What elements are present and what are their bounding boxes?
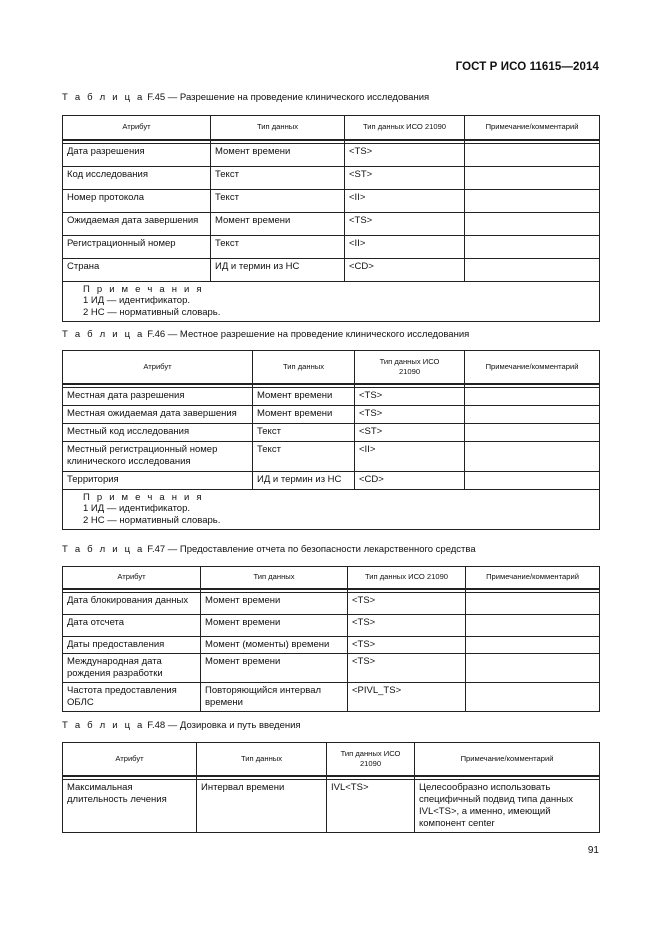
table-row: Местная дата разрешения Момент времени <TS> [63,387,600,405]
note-item: 2 НС — нормативный словарь. [83,306,221,318]
document-header: ГОСТ Р ИСО 11615—2014 [455,61,599,73]
column-header: Тип данных [197,743,327,776]
column-header: Примечание/комментарий [415,743,600,776]
notes-title: П р и м е ч а н и я [83,491,204,503]
table-caption: Т а б л и ц а F.46 — Местное разрешение на проведение клинического исследования [62,329,470,340]
column-header: Примечание/комментарий [465,351,600,384]
column-header: Тип данных [201,567,348,589]
table-row: Дата разрешения Момент времени <TS> [63,143,600,166]
table-notes [63,281,600,322]
table-header-row [63,116,600,140]
table-f46 [62,350,600,530]
column-header: Атрибут [63,567,201,589]
column-header: Атрибут [63,351,253,384]
table-row: Дата блокирования данных Момент времени <TS> [63,592,600,614]
table-row: Территория ИД и термин из НС <CD> [63,471,600,489]
table-header-row [63,743,600,776]
column-header: Примечание/комментарий [466,567,600,589]
table-row: Местная ожидаемая дата завершения Момент времени <TS> [63,405,600,423]
table-notes [63,489,600,530]
note-item: 2 НС — нормативный словарь. [83,514,221,526]
notes-title: П р и м е ч а н и я [83,283,204,295]
column-header: Тип данных ИСО 21090 [327,743,415,776]
table-row: Страна ИД и термин из НС <CD> [63,258,600,281]
table-row: Код исследования Текст <ST> [63,166,600,189]
column-header: Тип данных ИСО 21090 [355,351,465,384]
table-row: Даты предоставления Момент (моменты) времени <TS> [63,636,600,653]
column-header: Атрибут [63,116,211,140]
table-caption: Т а б л и ц а F.47 — Предоставление отчета по безопасности лекарственного средства [62,544,476,555]
note-item: 1 ИД — идентификатор. [83,295,191,306]
table-row: Максимальная длительность лечения Интервал времени IVL<TS> Целесообразно использовать специфичный подвид типа данных IVL<TS>, а именно, имеющий компонент center [63,779,600,832]
table-header-row [63,567,600,589]
table-row: Ожидаемая дата завершения Момент времени <TS> [63,212,600,235]
table-row: Местный код исследования Текст <ST> [63,423,600,441]
table-header-row [63,351,600,384]
table-caption: Т а б л и ц а F.45 — Разрешение на проведение клинического исследования [62,92,430,103]
column-header: Тип данных [211,116,345,140]
table-f45 [62,115,600,322]
table-f48 [62,742,600,833]
table-row: Номер протокола Текст <II> [63,189,600,212]
table-row: Местный регистрационный номер клинического исследования Текст <II> [63,441,600,471]
page-number: 91 [587,845,599,856]
column-header: Примечание/комментарий [465,116,600,140]
table-caption: Т а б л и ц а F.48 — Дозировка и путь введения [62,720,301,731]
column-header: Тип данных ИСО 21090 [348,567,466,589]
table-f47 [62,566,600,712]
column-header: Тип данных ИСО 21090 [345,116,465,140]
table-row: Частота предоставления ОБЛС Повторяющийся интервал времени <PIVL_TS> [63,682,600,711]
table-notes-row [63,489,600,530]
note-item: 1 ИД — идентификатор. [83,503,191,514]
table-row: Дата отсчета Момент времени <TS> [63,614,600,636]
table-row: Международная дата рождения разработки Момент времени <TS> [63,653,600,682]
table-row: Регистрационный номер Текст <II> [63,235,600,258]
table-notes-row [63,281,600,322]
column-header: Тип данных [253,351,355,384]
column-header: Атрибут [63,743,197,776]
